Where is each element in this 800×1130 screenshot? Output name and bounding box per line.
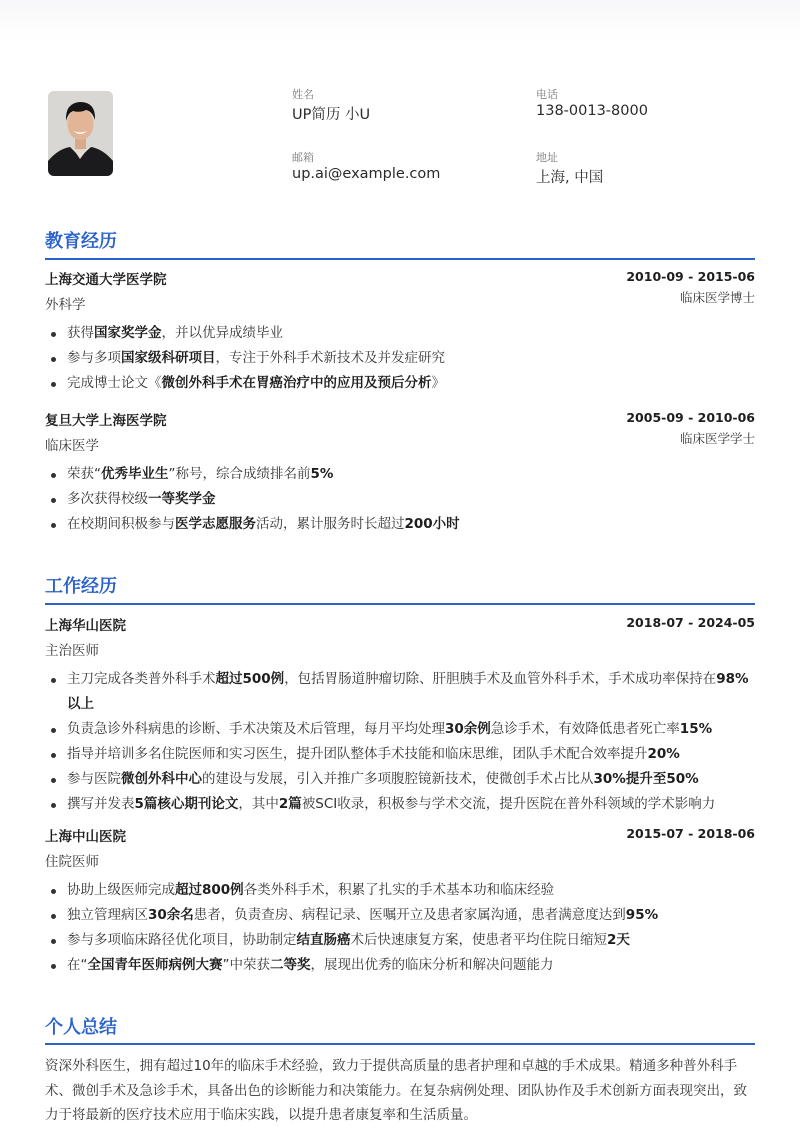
bullet-item: 完成博士论文《微创外科手术在胃癌治疗中的应用及预后分析》 bbox=[45, 371, 755, 396]
address-label: 地址 bbox=[536, 151, 558, 164]
education-section-title: 教育经历 bbox=[45, 231, 117, 252]
bullet-item: 独立管理病区30余名患者，负责查房、病程记录、医嘱开立及患者家属沟通，患者满意度达到95% bbox=[45, 903, 755, 928]
bullet-item: 参与多项临床路径优化项目，协助制定结直肠癌术后快速康复方案，使患者平均住院日缩短2天 bbox=[45, 928, 755, 953]
name-value: UP简历 小U bbox=[292, 107, 371, 123]
summary-divider bbox=[45, 1043, 755, 1045]
email-label: 邮箱 bbox=[292, 151, 314, 164]
education-divider bbox=[45, 258, 755, 260]
education-major: 临床医学 bbox=[45, 438, 99, 454]
bullet-item: 多次获得校级一等奖学金 bbox=[45, 487, 755, 512]
bullet-item: 协助上级医师完成超过800例各类外科手术，积累了扎实的手术基本功和临床经验 bbox=[45, 878, 755, 903]
portrait-icon bbox=[48, 91, 113, 176]
work-company: 上海中山医院 bbox=[45, 829, 126, 845]
bullet-item: 主刀完成各类普外科手术超过500例，包括胃肠道肿瘤切除、肝胆胰手术及血管外科手术，手术成功率保持在98%以上 bbox=[45, 667, 755, 717]
education-school: 上海交通大学医学院 bbox=[45, 272, 167, 288]
work-divider bbox=[45, 603, 755, 605]
bullet-item: 负责急诊外科病患的诊断、手术决策及术后管理，每月平均处理30余例急诊手术，有效降低患者死亡率15% bbox=[45, 717, 755, 742]
profile-photo bbox=[48, 91, 113, 176]
work-date: 2015-07 - 2018-06 bbox=[626, 826, 755, 841]
name-label: 姓名 bbox=[292, 88, 314, 101]
bullet-item: 参与多项国家级科研项目，专注于外科手术新技术及并发症研究 bbox=[45, 346, 755, 371]
bullet-item: 指导并培训多名住院医师和实习医生，提升团队整体手术技能和临床思维，团队手术配合效率提升20% bbox=[45, 742, 755, 767]
email-value: up.ai@example.com bbox=[292, 166, 441, 182]
work-role: 住院医师 bbox=[45, 854, 99, 870]
phone-label: 电话 bbox=[536, 88, 558, 101]
work-bullets bbox=[45, 667, 755, 817]
education-date: 2005-09 - 2010-06 bbox=[626, 410, 755, 425]
bullet-item: 获得国家奖学金，并以优异成绩毕业 bbox=[45, 321, 755, 346]
bullet-item: 荣获“优秀毕业生”称号，综合成绩排名前5% bbox=[45, 462, 755, 487]
work-company: 上海华山医院 bbox=[45, 618, 126, 634]
education-degree: 临床医学学士 bbox=[679, 431, 755, 446]
education-major: 外科学 bbox=[45, 297, 86, 313]
education-date: 2010-09 - 2015-06 bbox=[626, 269, 755, 284]
work-section-title: 工作经历 bbox=[45, 576, 117, 597]
education-school: 复旦大学上海医学院 bbox=[45, 413, 167, 429]
work-bullets bbox=[45, 878, 755, 978]
education-bullets bbox=[45, 321, 755, 396]
top-shade bbox=[0, 0, 800, 40]
phone-value: 138-0013-8000 bbox=[536, 103, 648, 119]
education-bullets bbox=[45, 462, 755, 537]
education-degree: 临床医学博士 bbox=[679, 290, 755, 305]
bullet-item: 在“全国青年医师病例大赛”中荣获二等奖，展现出优秀的临床分析和解决问题能力 bbox=[45, 953, 755, 978]
address-value: 上海, 中国 bbox=[536, 170, 604, 186]
bullet-item: 撰写并发表5篇核心期刊论文，其中2篇被SCI收录，积极参与学术交流，提升医院在普外科领域的学术影响力 bbox=[45, 792, 755, 817]
summary-section-title: 个人总结 bbox=[45, 1017, 117, 1038]
work-date: 2018-07 - 2024-05 bbox=[626, 615, 755, 630]
summary-text: 资深外科医生，拥有超过10年的临床手术经验，致力于提供高质量的患者护理和卓越的手术成果。精通多种普外科手术、微创手术及急诊手术，具备出色的诊断能力和决策能力。在复杂病例处理、团队协作及手术创新方面表现突出，致力于将最新的医疗技术应用于临床实践，以提升患者康复率和生活质量。 bbox=[45, 1058, 747, 1123]
bullet-item: 在校期间积极参与医学志愿服务活动，累计服务时长超过200小时 bbox=[45, 512, 755, 537]
work-role: 主治医师 bbox=[45, 643, 99, 659]
bullet-item: 参与医院微创外科中心的建设与发展，引入并推广多项腹腔镜新技术，使微创手术占比从30%提升至50% bbox=[45, 767, 755, 792]
